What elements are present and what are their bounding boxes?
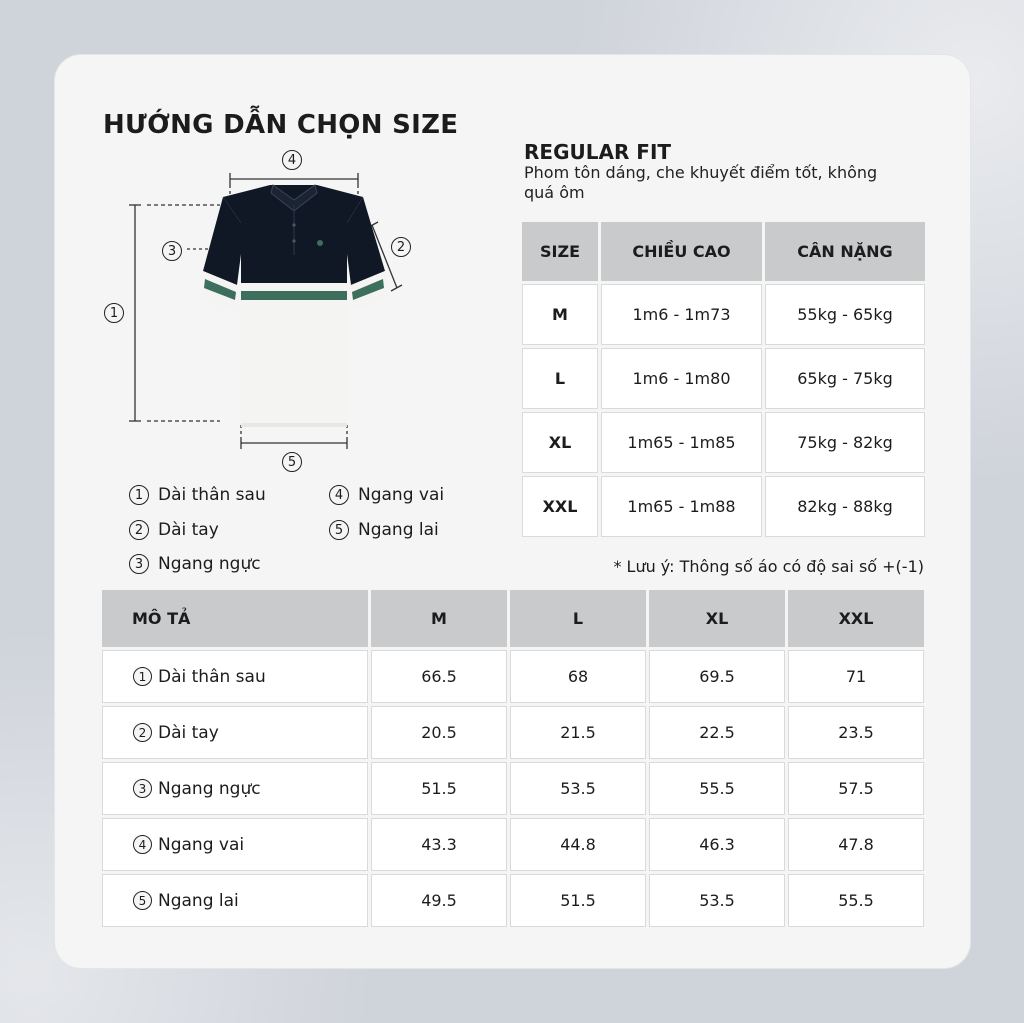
description-cell bbox=[102, 650, 368, 703]
marker-2: 2 bbox=[391, 237, 411, 257]
size-cell: M bbox=[522, 284, 598, 345]
legend-label: Ngang vai bbox=[358, 485, 445, 505]
description-cell bbox=[102, 818, 368, 871]
value-cell: 68 bbox=[510, 650, 646, 703]
size-cell: L bbox=[522, 348, 598, 409]
value-cell: 53.5 bbox=[649, 874, 785, 927]
value-cell: 51.5 bbox=[510, 874, 646, 927]
row-number: 4 bbox=[133, 835, 152, 854]
table-row bbox=[102, 818, 924, 871]
value-cell: 44.8 bbox=[510, 818, 646, 871]
table-row bbox=[522, 412, 925, 473]
value-cell: 21.5 bbox=[510, 706, 646, 759]
size-cell: XXL bbox=[522, 476, 598, 537]
height-cell: 1m6 - 1m73 bbox=[601, 284, 762, 345]
description-cell bbox=[102, 874, 368, 927]
legend-number: 2 bbox=[129, 520, 149, 540]
header-l: L bbox=[510, 590, 646, 647]
legend-item bbox=[329, 485, 444, 505]
header-description: MÔ TẢ bbox=[102, 590, 368, 647]
legend-number: 4 bbox=[329, 485, 349, 505]
weight-cell: 55kg - 65kg bbox=[765, 284, 925, 345]
value-cell: 20.5 bbox=[371, 706, 507, 759]
tolerance-note: * Lưu ý: Thông số áo có độ sai số +(-1) bbox=[613, 557, 924, 576]
table-header-row bbox=[522, 222, 925, 281]
row-label: Ngang lai bbox=[158, 890, 239, 911]
table-row bbox=[522, 348, 925, 409]
legend-number: 5 bbox=[329, 520, 349, 540]
legend-item bbox=[129, 554, 261, 574]
row-label: Dài thân sau bbox=[158, 666, 266, 687]
row-label: Ngang ngực bbox=[158, 778, 261, 799]
value-cell: 55.5 bbox=[788, 874, 924, 927]
fit-title: REGULAR FIT bbox=[524, 140, 672, 164]
row-label: Ngang vai bbox=[158, 834, 245, 855]
marker-1: 1 bbox=[104, 303, 124, 323]
row-number: 1 bbox=[133, 667, 152, 686]
table-row bbox=[522, 476, 925, 537]
weight-cell: 65kg - 75kg bbox=[765, 348, 925, 409]
value-cell: 53.5 bbox=[510, 762, 646, 815]
description-cell bbox=[102, 706, 368, 759]
marker-3: 3 bbox=[162, 241, 182, 261]
value-cell: 22.5 bbox=[649, 706, 785, 759]
legend-label: Ngang lai bbox=[358, 520, 439, 540]
table-row bbox=[102, 706, 924, 759]
legend-number: 3 bbox=[129, 554, 149, 574]
legend-item bbox=[329, 520, 439, 540]
row-number: 3 bbox=[133, 779, 152, 798]
value-cell: 23.5 bbox=[788, 706, 924, 759]
height-cell: 1m65 - 1m88 bbox=[601, 476, 762, 537]
fit-description: Phom tôn dáng, che khuyết điểm tốt, không quá ôm bbox=[524, 163, 878, 202]
value-cell: 43.3 bbox=[371, 818, 507, 871]
header-height: CHIỀU CAO bbox=[601, 222, 762, 281]
value-cell: 55.5 bbox=[649, 762, 785, 815]
marker-4: 4 bbox=[282, 150, 302, 170]
value-cell: 66.5 bbox=[371, 650, 507, 703]
row-label: Dài tay bbox=[158, 722, 219, 743]
table-row bbox=[522, 284, 925, 345]
legend-item bbox=[129, 485, 266, 505]
value-cell: 51.5 bbox=[371, 762, 507, 815]
value-cell: 46.3 bbox=[649, 818, 785, 871]
table-row bbox=[102, 874, 924, 927]
weight-cell: 75kg - 82kg bbox=[765, 412, 925, 473]
legend-number: 1 bbox=[129, 485, 149, 505]
header-xl: XL bbox=[649, 590, 785, 647]
value-cell: 69.5 bbox=[649, 650, 785, 703]
description-cell bbox=[102, 762, 368, 815]
size-cell: XL bbox=[522, 412, 598, 473]
height-cell: 1m65 - 1m85 bbox=[601, 412, 762, 473]
legend-label: Ngang ngực bbox=[158, 554, 261, 574]
shirt-diagram bbox=[95, 145, 425, 480]
header-size: SIZE bbox=[522, 222, 598, 281]
row-number: 5 bbox=[133, 891, 152, 910]
value-cell: 49.5 bbox=[371, 874, 507, 927]
value-cell: 57.5 bbox=[788, 762, 924, 815]
page-title: HƯỚNG DẪN CHỌN SIZE bbox=[103, 110, 459, 140]
table-row bbox=[102, 650, 924, 703]
row-number: 2 bbox=[133, 723, 152, 742]
legend-label: Dài tay bbox=[158, 520, 219, 540]
value-cell: 71 bbox=[788, 650, 924, 703]
size-table bbox=[519, 219, 928, 540]
height-cell: 1m6 - 1m80 bbox=[601, 348, 762, 409]
marker-5: 5 bbox=[282, 452, 302, 472]
header-weight: CÂN NẶNG bbox=[765, 222, 925, 281]
header-xxl: XXL bbox=[788, 590, 924, 647]
table-row bbox=[102, 762, 924, 815]
chest-stripe bbox=[241, 291, 347, 300]
table-header-row bbox=[102, 590, 924, 647]
legend-label: Dài thân sau bbox=[158, 485, 266, 505]
legend-item bbox=[129, 520, 219, 540]
measurement-table bbox=[99, 587, 927, 930]
value-cell: 47.8 bbox=[788, 818, 924, 871]
weight-cell: 82kg - 88kg bbox=[765, 476, 925, 537]
header-m: M bbox=[371, 590, 507, 647]
